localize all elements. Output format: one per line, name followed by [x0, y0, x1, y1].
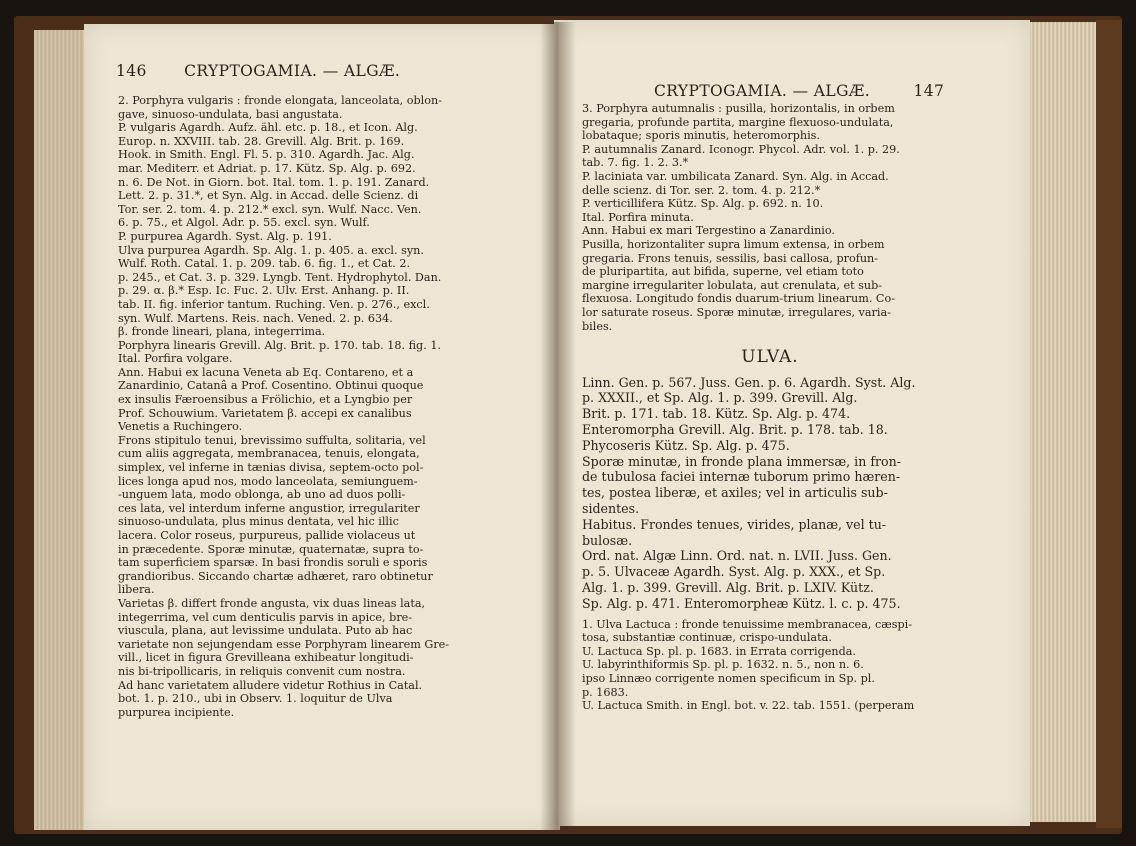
text-line: Ital. Porfira volgare.: [118, 352, 233, 366]
text-line: p. 245., et Cat. 3. p. 329. Lyngb. Tent. Hydrophytol. Dan.: [118, 270, 442, 284]
text-line: U. Lactuca Smith. in Engl. bot. v. 22. tab. 1551. (perperam: [582, 699, 915, 713]
text-line: Wulf. Roth. Catal. 1. p. 209. tab. 6. fig. 1., et Cat. 2.: [118, 257, 411, 271]
left-running-title: CRYPTOGAMIA. — ALGÆ.: [184, 62, 401, 80]
text-line: bulosæ.: [582, 532, 633, 548]
text-line: tab. 7. fig. 1. 2. 3.*: [582, 156, 689, 170]
right-page-text: [582, 102, 958, 713]
text-line: syn. Wulf. Martens. Reis. nach. Vened. 2. p. 634.: [118, 311, 393, 325]
text-line: -unguem lata, modo oblonga, ab uno ad duos polli-: [118, 488, 406, 502]
text-line: P. autumnalis Zanard. Iconogr. Phycol. Adr. vol. 1. p. 29.: [582, 142, 900, 156]
text-line: gregaria, profunde partita, margine flexuoso-undulata,: [582, 115, 894, 129]
text-line: U. Lactuca Sp. pl. p. 1683. in Errata corrigenda.: [582, 644, 856, 658]
text-line: Porphyra linearis Grevill. Alg. Brit. p. 170. tab. 18. fig. 1.: [118, 338, 441, 352]
text-line: gregaria. Frons tenuis, sessilis, basi callosa, profun-: [582, 251, 879, 265]
text-line: Varietas β. differt fronde angusta, vix duas lineas lata,: [118, 596, 426, 610]
text-line: Ann. Habui ex lacuna Veneta ab Eq. Contareno, et a: [118, 365, 414, 379]
text-line: 2. Porphyra vulgaris : fronde elongata, lanceolata, oblon-: [118, 94, 442, 107]
text-line: Hook. in Smith. Engl. Fl. 5. p. 310. Agardh. Jac. Alg.: [118, 148, 415, 162]
text-line: bot. 1. p. 210., ubi in Observ. 1. loquitur de Ulva: [118, 692, 393, 706]
text-line: cum aliis aggregata, membranacea, tenuis, elongata,: [118, 447, 420, 461]
text-line: Frons stipitulo tenui, brevissimo suffulta, solitaria, vel: [118, 433, 426, 447]
right-running-title: CRYPTOGAMIA. — ALGÆ.: [654, 82, 871, 100]
text-line: p. 5. Ulvaceæ Agardh. Syst. Alg. p. XXX., et Sp.: [582, 564, 886, 580]
text-line: nis bi-tripollicaris, in reliquis convenit cum nostra.: [118, 664, 406, 678]
text-line: P. vulgaris Agardh. Aufz. ähl. etc. p. 18., et Icon. Alg.: [118, 121, 418, 135]
text-line: biles.: [582, 319, 613, 333]
text-line: lacera. Color roseus, purpureus, pallide violaceus ut: [118, 529, 416, 542]
text-line: libera.: [118, 583, 155, 597]
text-line: p. 29. α. β.* Esp. Ic. Fuc. 2. Ulv. Erst. Anhang. p. II.: [118, 284, 410, 298]
text-line: ipso Linnæo corrigente nomen specificum in Sp. pl.: [582, 672, 875, 686]
text-line: Ulva purpurea Agardh. Sp. Alg. 1. p. 405. a. excl. syn.: [118, 243, 424, 257]
text-line: Prof. Schouwium. Varietatem β. accepi ex canalibus: [118, 406, 412, 420]
text-line: sinuoso-undulata, plus minus dentata, vel hic illic: [118, 515, 399, 529]
text-line: Ord. nat. Algæ Linn. Ord. nat. n. LVII. Juss. Gen.: [582, 548, 892, 564]
text-line: lor saturate roseus. Sporæ minutæ, irregulares, varia-: [582, 305, 891, 319]
text-line: β. fronde lineari, plana, integerrima.: [118, 325, 326, 339]
text-line: mar. Mediterr. et Adriat. p. 17. Kütz. Sp. Alg. p. 692.: [118, 161, 416, 175]
text-line: tosa, substantiæ continuæ, crispo-undulata.: [582, 631, 832, 645]
page-edges-left: [34, 30, 90, 830]
text-line: 6. p. 75., et Algol. Adr. p. 55. excl. syn. Wulf.: [118, 216, 370, 230]
text-line: integerrima, vel cum denticulis parvis in apice, bre-: [118, 610, 413, 624]
text-line: Lett. 2. p. 31.*, et Syn. Alg. in Accad. delle Scienz. di: [118, 189, 419, 203]
text-line: Europ. n. XXVIII. tab. 28. Grevill. Alg. Brit. p. 169.: [118, 134, 405, 148]
page-edges-right: [1022, 22, 1098, 822]
text-line: n. 6. De Not. in Giorn. bot. Ital. tom. 1. p. 191. Zanard.: [118, 175, 430, 189]
text-line: 3. Porphyra autumnalis : pusilla, horizontalis, in orbem: [582, 102, 895, 115]
text-line: Linn. Gen. p. 567. Juss. Gen. p. 6. Agardh. Syst. Alg.: [582, 374, 916, 390]
left-page-text: [118, 94, 470, 719]
text-line: lobataque; sporis minutis, heteromorphis.: [582, 129, 820, 143]
left-running-head: [116, 62, 400, 80]
text-line: P. verticillifera Kütz. Sp. Alg. p. 692. n. 10.: [582, 197, 824, 211]
cover-edge-right: [1096, 20, 1122, 828]
text-line: P. purpurea Agardh. Syst. Alg. p. 191.: [118, 229, 332, 243]
right-running-head: [654, 82, 944, 100]
text-line: tes, postea liberæ, et axiles; vel in articulis sub-: [582, 485, 888, 501]
text-line: Venetis a Ruchingero.: [118, 420, 243, 434]
text-line: Sporæ minutæ, in fronde plana immersæ, in fron-: [582, 453, 901, 469]
text-line: Zanardinio, Catanâ a Prof. Cosentino. Obtinui quoque: [118, 379, 424, 393]
text-line: p. 1683.: [582, 685, 629, 699]
text-line: varietate non sejungendam esse Porphyram linearem Gre-: [118, 637, 450, 651]
text-line: U. labyrinthiformis Sp. pl. p. 1632. n. 5., non n. 6.: [582, 658, 864, 672]
text-line: Ann. Habui ex mari Tergestino a Zanardinio.: [582, 224, 835, 238]
text-line: viuscula, plana, aut levissime undulata. Puto ab hac: [118, 624, 413, 638]
text-line: Brit. p. 171. tab. 18. Kütz. Sp. Alg. p. 474.: [582, 406, 851, 422]
text-line: Pusilla, horizontaliter supra limum extensa, in orbem: [582, 237, 885, 251]
text-line: gave, sinuoso-undulata, basi angustata.: [118, 107, 343, 121]
right-page-number: 147: [913, 82, 945, 100]
text-line: Habitus. Frondes tenues, virides, planæ, vel tu-: [582, 516, 887, 532]
text-line: Sp. Alg. p. 471. Enteromorpheæ Kütz. l. c. p. 475.: [582, 595, 901, 611]
text-line: tab. II. fig. inferior tantum. Ruching. Ven. p. 276., excl.: [118, 297, 430, 311]
text-line: vill., licet in figura Grevilleana exhibeatur longitudi-: [118, 651, 414, 665]
text-line: sidentes.: [582, 501, 640, 517]
text-line: in præcedente. Sporæ minutæ, quaternatæ, supra to-: [118, 542, 424, 556]
text-line: P. laciniata var. umbilicata Zanard. Syn. Alg. in Accad.: [582, 169, 889, 183]
text-line: Ad hanc varietatem alludere videtur Rothius in Catal.: [118, 678, 423, 692]
text-line: de pluripartita, aut bifida, superne, vel etiam toto: [582, 265, 864, 279]
text-line: flexuosa. Longitudo fondis duarum-trium linearum. Co-: [582, 292, 896, 306]
text-line: ex insulis Færoensibus a Frölichio, et a Lyngbio per: [118, 393, 413, 407]
section-heading: ULVA.: [741, 347, 799, 368]
text-line: delle scienz. di Tor. ser. 2. tom. 4. p. 212.*: [582, 183, 821, 197]
text-line: tam superficiem sparsæ. In basi frondis soruli e sporis: [118, 556, 428, 570]
text-line: margine irregulariter lobulata, aut crenulata, et sub-: [582, 278, 883, 292]
text-line: Phycoseris Kütz. Sp. Alg. p. 475.: [582, 437, 790, 453]
text-line: simplex, vel inferne in tænias divisa, septem-octo pol-: [118, 461, 424, 475]
text-line: Ital. Porfira minuta.: [582, 210, 694, 224]
text-line: p. XXXII., et Sp. Alg. 1. p. 399. Grevill. Alg.: [582, 390, 858, 406]
text-line: 1. Ulva Lactuca : fronde tenuissime membranacea, cæspi-: [582, 617, 912, 631]
text-line: Tor. ser. 2. tom. 4. p. 212.* excl. syn. Wulf. Nacc. Ven.: [118, 202, 422, 216]
text-line: lices longa apud nos, modo lanceolata, semiunguem-: [118, 474, 418, 488]
text-line: grandioribus. Siccando chartæ adhæret, raro obtinetur: [118, 569, 433, 583]
text-line: Alg. 1. p. 399. Grevill. Alg. Brit. p. LXIV. Kütz.: [582, 580, 874, 596]
text-line: ces lata, vel interdum inferne angustior, irregulariter: [118, 501, 420, 515]
text-line: de tubulosa faciei internæ tuborum primo hæren-: [582, 469, 901, 485]
right-page: [554, 20, 1030, 826]
text-line: purpurea incipiente.: [118, 705, 235, 719]
text-line: Enteromorpha Grevill. Alg. Brit. p. 178. tab. 18.: [582, 422, 888, 438]
left-page-number: 146: [116, 62, 147, 80]
